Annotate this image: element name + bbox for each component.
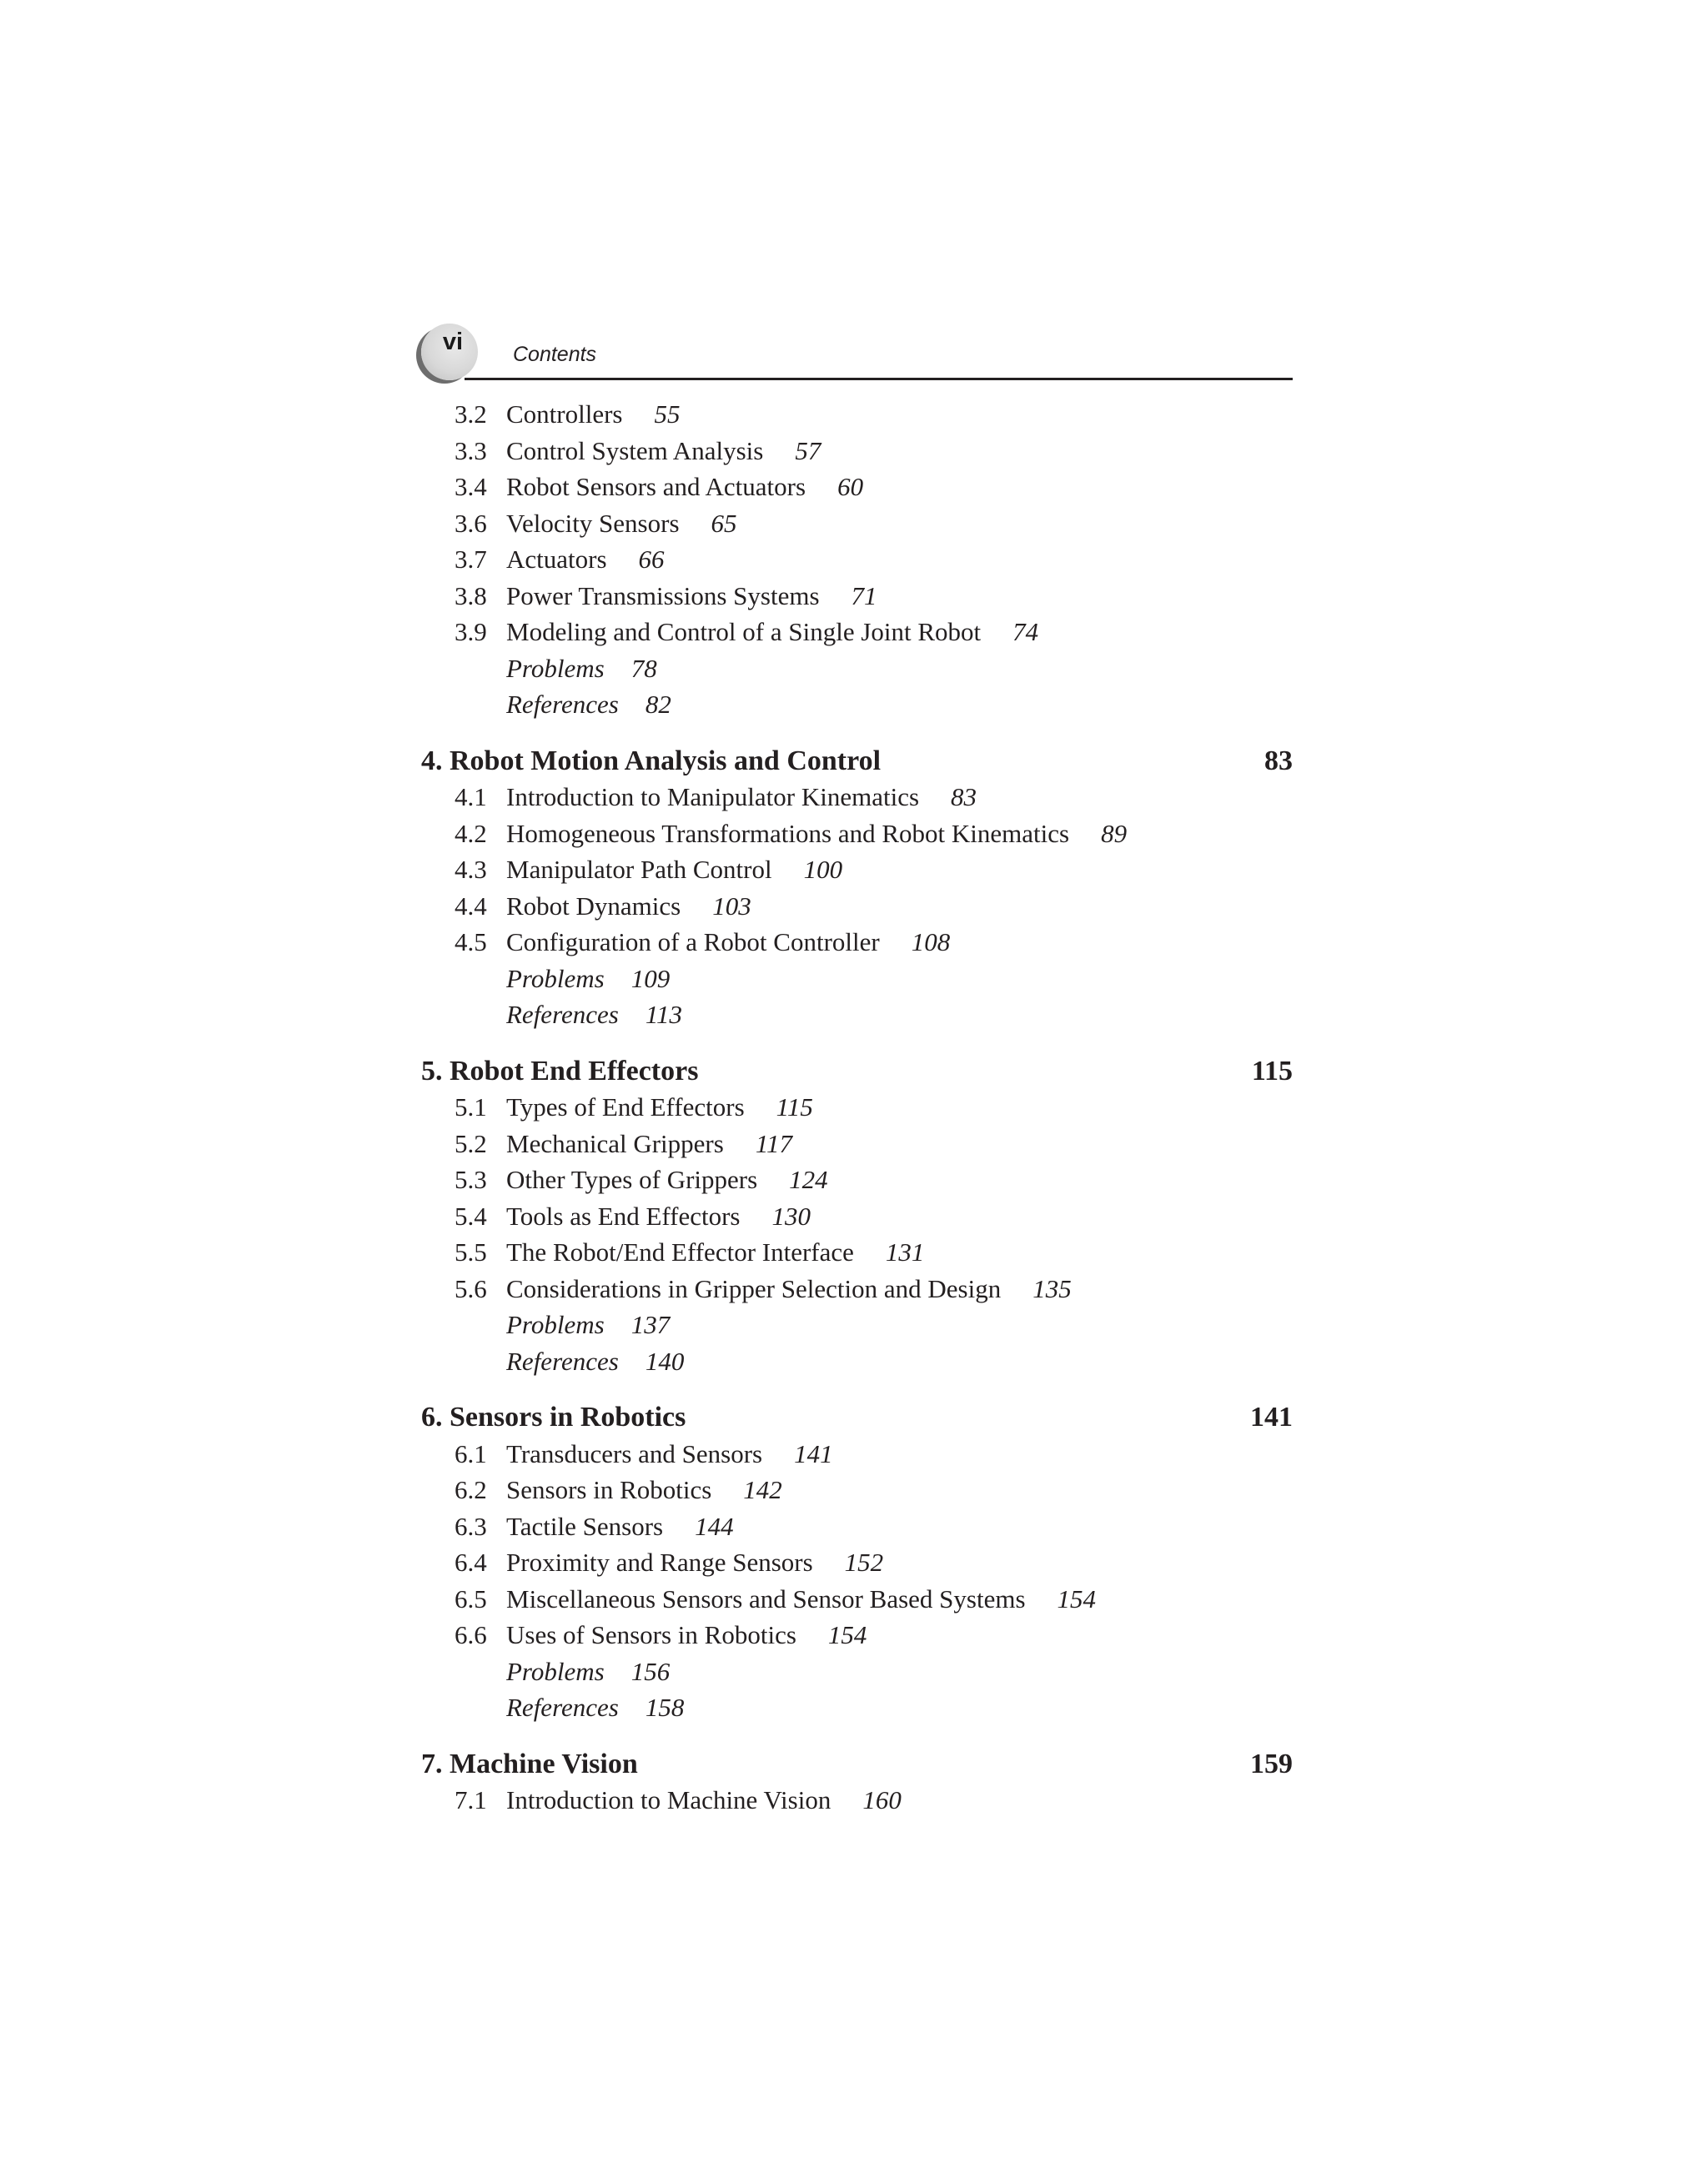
chapter-heading (421, 1053, 1293, 1090)
entry-label: Problems (506, 653, 605, 683)
chapter-heading (421, 1399, 1293, 1436)
toc-section-entry (421, 1617, 1293, 1654)
page-number: vi (442, 329, 464, 355)
section-page-number: 100 (803, 855, 843, 884)
section-page-number: 144 (695, 1511, 734, 1541)
section-number: 7.1 (455, 1785, 487, 1814)
section-page-number: 160 (862, 1785, 902, 1814)
chapter-title: 6. Sensors in Robotics (421, 1402, 686, 1433)
toc-section-entry (421, 505, 1293, 542)
section-page-number: 135 (1032, 1273, 1072, 1303)
section-page-number: 141 (794, 1438, 833, 1468)
toc-references-entry (421, 686, 1293, 723)
section-title: Power Transmissions Systems (506, 580, 820, 610)
entry-page-number: 140 (645, 1346, 685, 1376)
toc-problems-entry (421, 1307, 1293, 1343)
chapter-page-number: 115 (1251, 1055, 1293, 1086)
section-page-number: 66 (638, 545, 665, 574)
toc-problems-entry (421, 1654, 1293, 1690)
section-number: 3.3 (455, 435, 487, 465)
toc-references-entry (421, 996, 1293, 1033)
section-page-number: 154 (1057, 1583, 1097, 1613)
entry-label: Problems (506, 1310, 605, 1339)
entry-label: Problems (506, 963, 605, 993)
section-number: 6.6 (455, 1620, 487, 1649)
section-page-number: 65 (711, 508, 737, 538)
toc-section-entry (421, 851, 1293, 888)
section-title: Uses of Sensors in Robotics (506, 1620, 796, 1649)
toc-section-entry (421, 1782, 1293, 1819)
section-title: Actuators (506, 545, 607, 574)
section-number: 3.9 (455, 617, 487, 646)
toc-section-entry (421, 433, 1293, 469)
toc-section-entry (421, 816, 1293, 852)
section-page-number: 152 (844, 1548, 884, 1577)
toc-section-entry (421, 396, 1293, 433)
section-page-number: 154 (827, 1620, 867, 1649)
running-header (421, 324, 1293, 380)
toc-section-entry (421, 614, 1293, 650)
chapter-page-number: 83 (1264, 745, 1293, 776)
section-page-number: 130 (771, 1201, 811, 1231)
chapter-page-number: 159 (1250, 1748, 1293, 1779)
toc-references-entry (421, 1343, 1293, 1380)
section-title: Proximity and Range Sensors (506, 1548, 813, 1577)
chapter-page-number: 141 (1250, 1402, 1293, 1433)
section-page-number: 71 (851, 580, 877, 610)
header-rule (465, 378, 1293, 380)
toc-section-entry (421, 1472, 1293, 1508)
section-number: 6.5 (455, 1583, 487, 1613)
chapter-title: 5. Robot End Effectors (421, 1055, 699, 1086)
section-number: 5.3 (455, 1165, 487, 1194)
section-page-number: 60 (837, 472, 864, 501)
entry-page-number: 137 (630, 1310, 671, 1339)
chapter-title: 4. Robot Motion Analysis and Control (421, 745, 882, 776)
toc-section-entry (421, 1271, 1293, 1307)
toc-section-entry (421, 1544, 1293, 1581)
entry-label: References (506, 1346, 619, 1376)
section-title: Sensors in Robotics (506, 1475, 712, 1504)
section-number: 6.2 (455, 1475, 487, 1504)
section-title: Velocity Sensors (506, 508, 680, 538)
section-title: Mechanical Grippers (506, 1128, 724, 1158)
section-number: 5.1 (455, 1092, 487, 1122)
section-number: 4.2 (455, 818, 487, 848)
section-number: 3.7 (455, 545, 487, 574)
section-page-number: 57 (795, 435, 821, 465)
toc-section-entry (421, 1126, 1293, 1162)
section-number: 3.4 (455, 472, 487, 501)
section-number: 3.8 (455, 580, 487, 610)
section-title: Introduction to Machine Vision (506, 1785, 831, 1814)
toc-problems-entry (421, 650, 1293, 687)
section-title: Introduction to Manipulator Kinematics (506, 782, 920, 811)
section-title: Miscellaneous Sensors and Sensor Based Systems (506, 1583, 1026, 1613)
entry-page-number: 109 (630, 963, 671, 993)
section-title: Types of End Effectors (506, 1092, 745, 1122)
section-page-number: 117 (755, 1128, 793, 1158)
toc-section-entry (421, 1508, 1293, 1545)
toc-problems-entry (421, 961, 1293, 997)
section-title: Tactile Sensors (506, 1511, 664, 1541)
running-title: Contents (513, 343, 597, 366)
section-page-number: 131 (885, 1237, 925, 1267)
section-number: 4.3 (455, 855, 487, 884)
table-of-contents (421, 396, 1293, 1819)
section-page-number: 124 (789, 1165, 828, 1194)
section-number: 5.5 (455, 1237, 487, 1267)
toc-section-entry (421, 578, 1293, 615)
section-title: The Robot/End Effector Interface (506, 1237, 854, 1267)
toc-section-entry (421, 924, 1293, 961)
toc-section-entry (421, 779, 1293, 816)
toc-section-entry (421, 1581, 1293, 1618)
toc-section-entry (421, 1436, 1293, 1473)
entry-label: References (506, 1000, 619, 1029)
section-number: 4.4 (455, 891, 487, 921)
section-title: Other Types of Grippers (506, 1165, 758, 1194)
toc-section-entry (421, 888, 1293, 925)
section-page-number: 108 (911, 927, 951, 956)
section-number: 4.5 (455, 927, 487, 956)
section-title: Modeling and Control of a Single Joint Robot (506, 617, 982, 646)
section-number: 3.2 (455, 399, 487, 429)
toc-section-entry (421, 469, 1293, 505)
section-title: Control System Analysis (506, 435, 764, 465)
section-number: 5.4 (455, 1201, 487, 1231)
section-number: 5.2 (455, 1128, 487, 1158)
entry-page-number: 113 (645, 1000, 683, 1029)
section-page-number: 115 (776, 1092, 813, 1122)
toc-section-entry (421, 1089, 1293, 1126)
entry-label: Problems (506, 1656, 605, 1686)
section-number: 5.6 (455, 1273, 487, 1303)
toc-section-entry (421, 541, 1293, 578)
section-number: 6.3 (455, 1511, 487, 1541)
section-number: 4.1 (455, 782, 487, 811)
section-title: Configuration of a Robot Controller (506, 927, 880, 956)
section-title: Controllers (506, 399, 623, 429)
chapter-heading (421, 1746, 1293, 1783)
entry-page-number: 156 (630, 1656, 671, 1686)
section-title: Transducers and Sensors (506, 1438, 763, 1468)
entry-label: References (506, 1693, 619, 1722)
entry-page-number: 82 (645, 690, 671, 719)
section-title: Tools as End Effectors (506, 1201, 741, 1231)
toc-references-entry (421, 1689, 1293, 1726)
section-page-number: 74 (1012, 617, 1039, 646)
section-number: 3.6 (455, 508, 487, 538)
entry-page-number: 158 (645, 1693, 685, 1722)
section-title: Robot Dynamics (506, 891, 681, 921)
section-page-number: 89 (1101, 818, 1128, 848)
section-page-number: 142 (743, 1475, 782, 1504)
section-title: Considerations in Gripper Selection and Design (506, 1273, 1002, 1303)
section-page-number: 103 (712, 891, 751, 921)
section-title: Manipulator Path Control (506, 855, 772, 884)
section-page-number: 83 (951, 782, 977, 811)
chapter-title: 7. Machine Vision (421, 1748, 638, 1779)
section-number: 6.1 (455, 1438, 487, 1468)
toc-section-entry (421, 1234, 1293, 1271)
section-title: Robot Sensors and Actuators (506, 472, 806, 501)
section-number: 6.4 (455, 1548, 487, 1577)
entry-page-number: 78 (630, 653, 657, 683)
section-page-number: 55 (654, 399, 681, 429)
section-title: Homogeneous Transformations and Robot Kinematics (506, 818, 1070, 848)
toc-section-entry (421, 1198, 1293, 1235)
chapter-heading (421, 743, 1293, 780)
toc-section-entry (421, 1162, 1293, 1198)
entry-label: References (506, 690, 619, 719)
